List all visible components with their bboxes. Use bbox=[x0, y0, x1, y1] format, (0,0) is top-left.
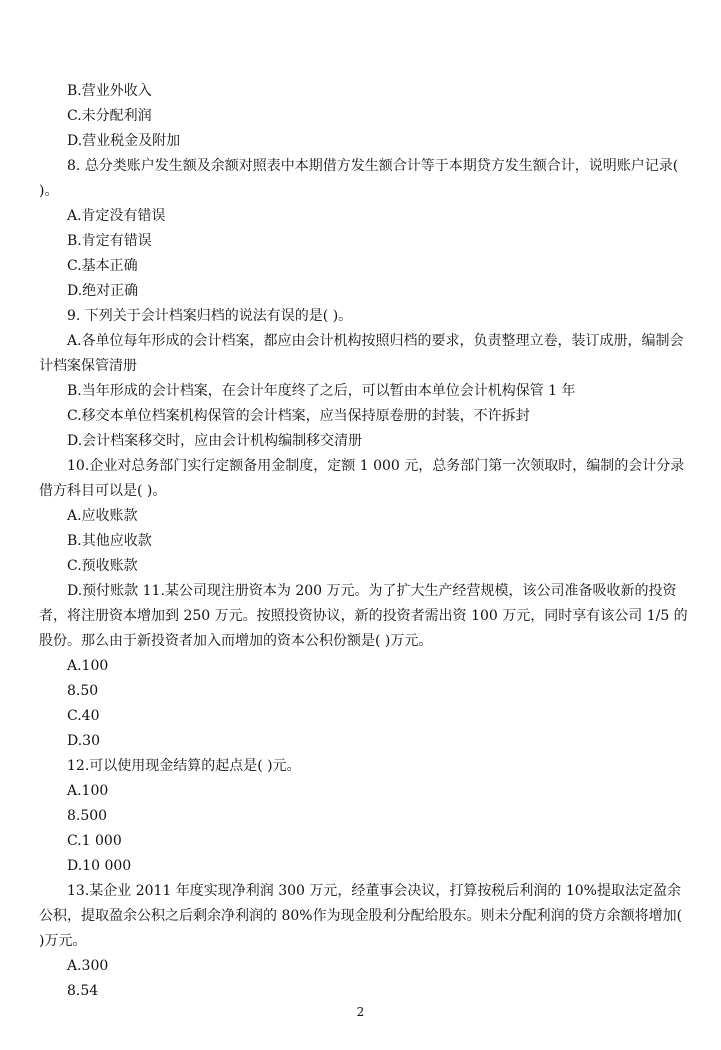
question-9-stem: 9. 下列关于会计档案归档的说法有误的是( )。 bbox=[67, 308, 353, 324]
question-8-option: B.肯定有错误 bbox=[67, 233, 152, 249]
question-11-option: D.30 bbox=[67, 733, 100, 749]
page-content bbox=[39, 79, 689, 1004]
question-13-option: 8.54 bbox=[67, 983, 99, 999]
option-line: C.未分配利润 bbox=[67, 108, 152, 124]
question-10-option-d-and-question-11-stem: D.预付账款 11.某公司现注册资本为 200 万元。为了扩大生产经营规模，该公司准备吸收新的投资者，将注册资本增加到 250 万元。按照投资协议，新的投资者需出资 100 万元，同时享有该公司 1/5 的股份。那么由于新投资者加入而增加的资本公积份额是( )万元。 bbox=[39, 583, 688, 649]
question-10-option: C.预收账款 bbox=[67, 558, 138, 574]
question-13-stem: 13.某企业 2011 年度实现净利润 300 万元，经董事会决议，打算按税后利润的 10%提取法定盈余公积，提取盈余公积之后剩余净利润的 80%作为现金股利分配给股东。则未分配利润的贷方余额将增加( )万元。 bbox=[39, 883, 683, 949]
question-11-option: A.100 bbox=[67, 658, 109, 674]
question-13-option: A.300 bbox=[67, 958, 109, 974]
question-11-option: 8.50 bbox=[67, 683, 99, 699]
question-10-option: A.应收账款 bbox=[67, 508, 138, 524]
question-8-option: A.肯定没有错误 bbox=[67, 208, 166, 224]
question-9-option-a: A.各单位每年形成的会计档案，都应由会计机构按照归档的要求，负责整理立卷，装订成册，编制会计档案保管清册 bbox=[39, 333, 684, 374]
question-12-option: 8.500 bbox=[67, 808, 108, 824]
question-9-option: D.会计档案移交时，应由会计机构编制移交清册 bbox=[67, 433, 363, 449]
option-line: D.营业税金及附加 bbox=[67, 133, 181, 149]
question-12-option: C.1 000 bbox=[67, 833, 122, 849]
page-number: 2 bbox=[356, 1005, 365, 1019]
question-10-option: B.其他应收款 bbox=[67, 533, 152, 549]
question-8-option: C.基本正确 bbox=[67, 258, 138, 274]
question-10-stem: 10.企业对总务部门实行定额备用金制度，定额 1 000 元，总务部门第一次领取时，编制的会计分录借方科目可以是( )。 bbox=[39, 458, 685, 499]
question-12-option: A.100 bbox=[67, 783, 109, 799]
question-11-option: C.40 bbox=[67, 708, 100, 724]
question-12-stem: 12.可以使用现金结算的起点是( )元。 bbox=[67, 758, 301, 774]
question-9-option: B.当年形成的会计档案，在会计年度终了之后，可以暂由本单位会计机构保管 1 年 bbox=[67, 383, 576, 399]
question-8-option: D.绝对正确 bbox=[67, 283, 139, 299]
question-12-option: D.10 000 bbox=[67, 858, 132, 874]
option-line: B.营业外收入 bbox=[67, 83, 152, 99]
question-9-option: C.移交本单位档案机构保管的会计档案，应当保持原卷册的封装，不许拆封 bbox=[67, 408, 530, 424]
question-8-stem: 8. 总分类账户发生额及余额对照表中本期借方发生额合计等于本期贷方发生额合计，说明账户记录( )。 bbox=[39, 158, 679, 199]
